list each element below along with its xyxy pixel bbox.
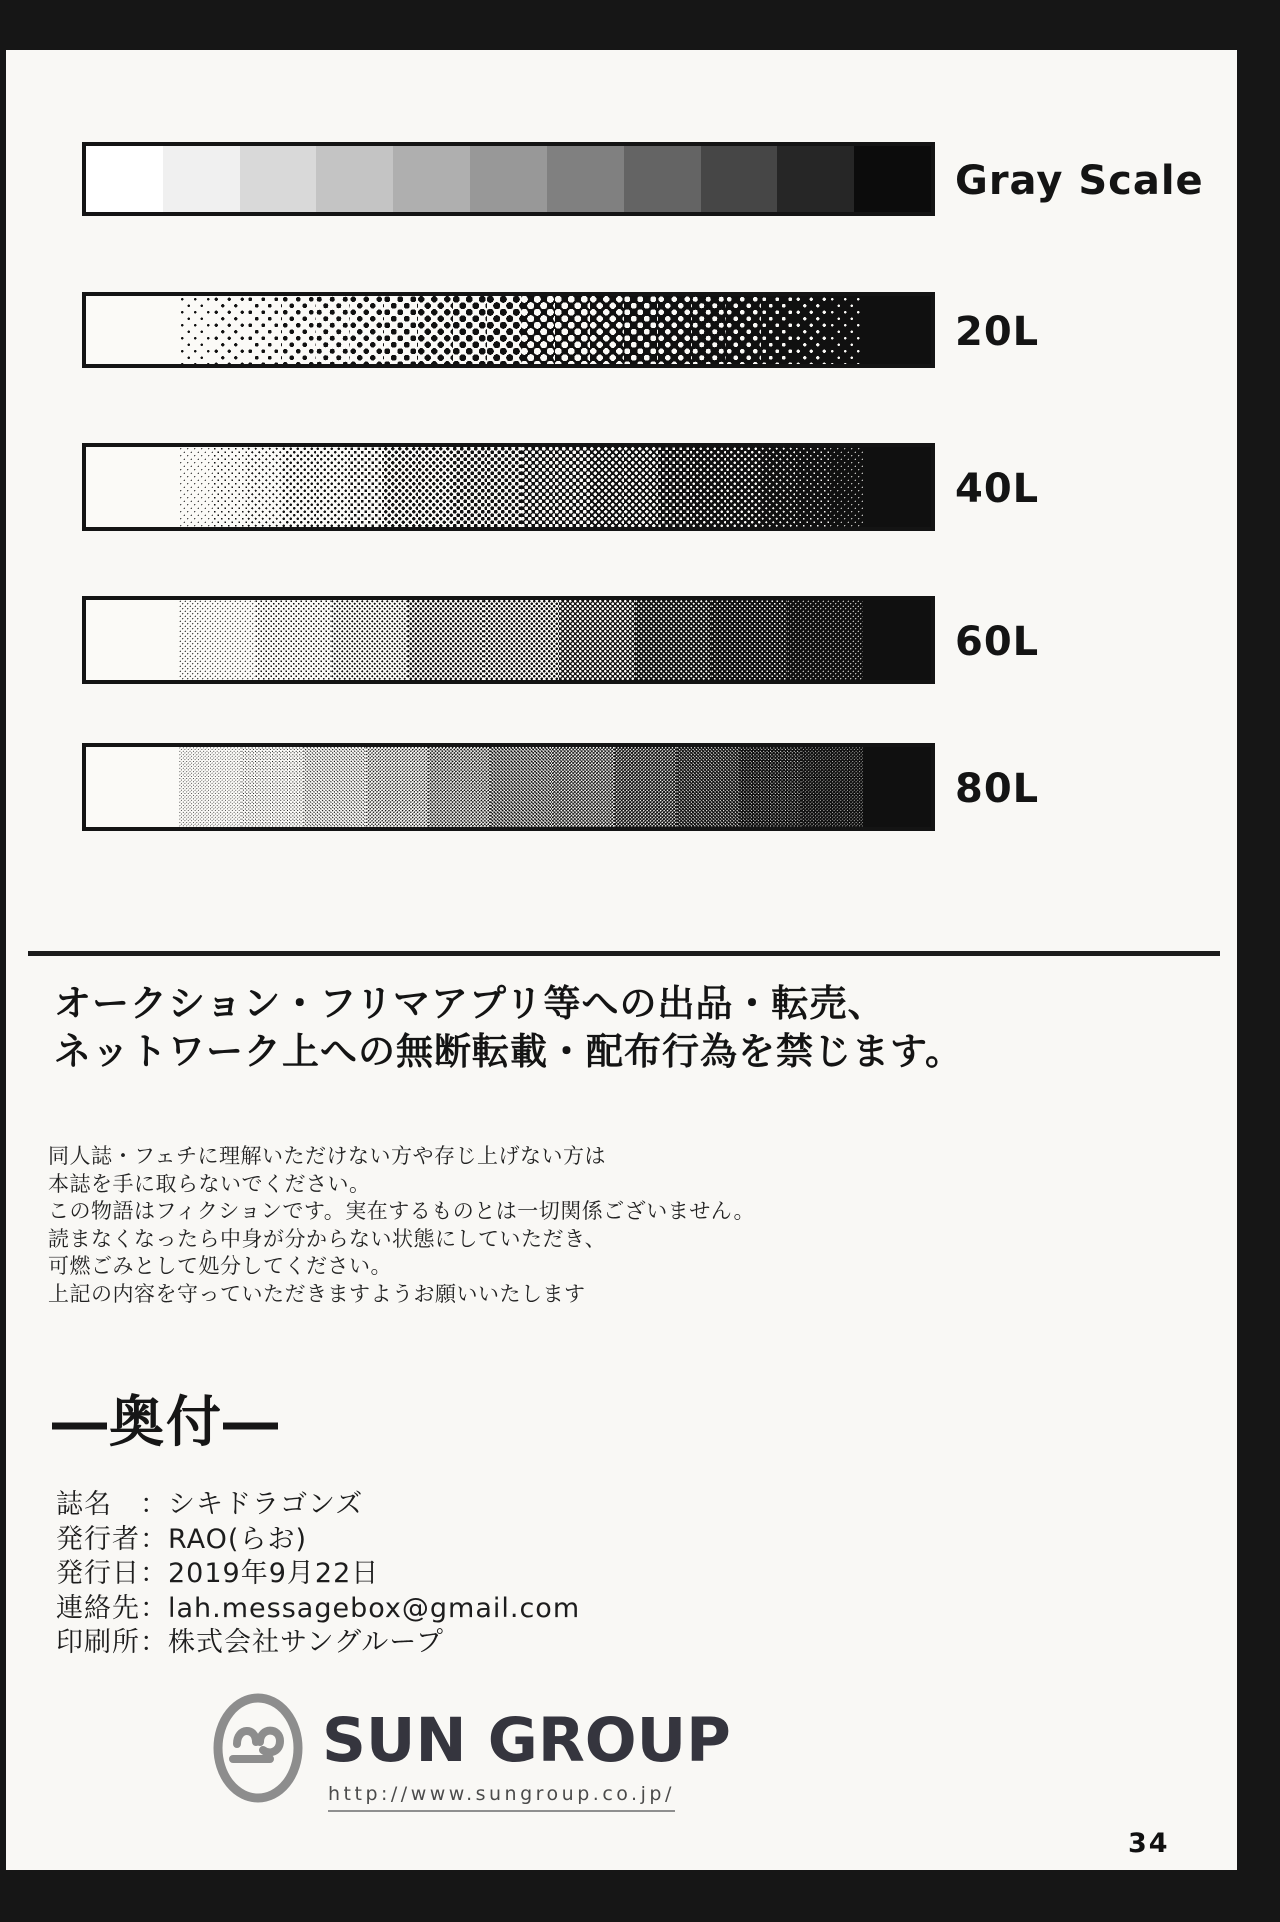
colophon-heading: ―奥付―	[52, 1390, 281, 1454]
bar-segment	[547, 146, 624, 212]
colophon-printer-line: 印刷所：株式会社サングループ	[56, 1627, 444, 1659]
halftone-40l-label: 40L	[955, 466, 1040, 512]
bar-segment	[316, 296, 350, 364]
bar-segment	[863, 600, 931, 680]
bar-segment	[213, 296, 247, 364]
bar-segment	[555, 296, 589, 364]
gray-scale-label: Gray Scale	[955, 158, 1204, 204]
colophon-publisher-line: 発行者：RAO(らお)	[56, 1523, 307, 1555]
bar-segment	[635, 600, 711, 680]
divider-rule	[28, 951, 1220, 956]
prohibition-headline-line2: ネットワーク上への無断転載・配布行為を禁じます。	[54, 1030, 964, 1073]
bar-segment	[86, 146, 163, 212]
bar-segment	[316, 146, 393, 212]
bar-segment	[801, 747, 863, 827]
bar-segment	[761, 296, 795, 364]
gray-scale-strip	[82, 142, 935, 216]
reader-notice-line1: 同人誌・フェチに理解いただけない方や存じ上げない方は	[48, 1144, 606, 1168]
bar-segment	[303, 747, 365, 827]
bar-segment	[418, 296, 452, 364]
prohibition-headline-line1: オークション・フリマアプリ等への出品・転売、	[54, 982, 886, 1025]
bar-segment	[863, 447, 931, 527]
reader-notice-line5: 可燃ごみとして処分してください。	[48, 1254, 392, 1279]
bar-segment	[453, 296, 487, 364]
reader-notice-line4: 読まなくなったら中身が分からない状態にしていただき、	[48, 1226, 607, 1251]
reader-notice-line6: 上記の内容を守っていただきますようお願いいたします	[48, 1281, 586, 1306]
bar-segment	[247, 296, 281, 364]
reader-notice-line3: この物語はフィクションです。実在するものとは一切関係ございません。	[48, 1199, 755, 1224]
page-number: 34	[1128, 1828, 1170, 1859]
bar-segment	[331, 600, 407, 680]
bar-segment	[384, 447, 418, 527]
colophon-date-line: 発行日：2019年9月22日	[56, 1558, 380, 1590]
halftone-20l-strip	[82, 292, 935, 368]
bar-segment	[470, 146, 547, 212]
bar-segment	[241, 747, 303, 827]
bar-segment	[711, 600, 787, 680]
bar-segment	[213, 447, 247, 527]
bar-segment	[552, 747, 614, 827]
bar-segment	[692, 296, 726, 364]
colophon-page	[6, 50, 1237, 1870]
halftone-40l-strip	[82, 443, 935, 531]
bar-segment	[795, 296, 829, 364]
bar-segment	[521, 447, 555, 527]
bar-segment	[487, 296, 521, 364]
bar-segment	[240, 146, 317, 212]
bar-segment	[559, 600, 635, 680]
bar-segment	[692, 447, 726, 527]
bar-segment	[761, 447, 795, 527]
reader-notice	[48, 1143, 755, 1309]
colophon-contact-line: 連絡先：lah.messagebox@gmail.com	[56, 1592, 581, 1624]
bar-segment	[86, 747, 179, 827]
sun-group-url: http://www.sungroup.co.jp/	[328, 1783, 675, 1812]
bar-segment	[86, 600, 179, 680]
bar-segment	[726, 447, 760, 527]
bar-segment	[282, 296, 316, 364]
halftone-60l-label: 60L	[955, 619, 1040, 665]
bar-segment	[179, 600, 255, 680]
bar-segment	[658, 296, 692, 364]
bar-segment	[428, 747, 490, 827]
bar-segment	[247, 447, 281, 527]
bar-segment	[179, 747, 241, 827]
bar-segment	[521, 296, 555, 364]
bar-segment	[739, 747, 801, 827]
bar-segment	[418, 447, 452, 527]
bar-segment	[384, 296, 418, 364]
bar-segment	[407, 600, 483, 680]
bar-segment	[854, 146, 931, 212]
bar-segment	[487, 447, 521, 527]
bar-segment	[863, 296, 931, 364]
bar-segment	[86, 447, 179, 527]
bar-segment	[350, 296, 384, 364]
bar-segment	[614, 747, 676, 827]
bar-segment	[179, 447, 213, 527]
bar-segment	[677, 747, 739, 827]
bar-segment	[829, 296, 863, 364]
colophon-details	[56, 1488, 580, 1661]
bar-segment	[86, 296, 179, 364]
halftone-20l-label: 20L	[955, 309, 1040, 355]
bar-segment	[624, 146, 701, 212]
bar-segment	[366, 747, 428, 827]
bar-segment	[590, 296, 624, 364]
bar-segment	[777, 146, 854, 212]
halftone-80l-label: 80L	[955, 766, 1040, 812]
bar-segment	[624, 447, 658, 527]
bar-segment	[624, 296, 658, 364]
sun-group-wordmark: SUN GROUP	[322, 1705, 731, 1776]
bar-segment	[658, 447, 692, 527]
bar-segment	[393, 146, 470, 212]
bar-segment	[795, 447, 829, 527]
bar-segment	[490, 747, 552, 827]
bar-segment	[787, 600, 863, 680]
bar-segment	[453, 447, 487, 527]
reader-notice-line2: 本誌を手に取らないでください。	[48, 1171, 371, 1196]
bar-segment	[590, 447, 624, 527]
colophon-title-line: 誌名 ：シキドラゴンズ	[56, 1489, 364, 1520]
bar-segment	[829, 447, 863, 527]
halftone-60l-strip	[82, 596, 935, 684]
sun-group-logo-icon	[212, 1692, 304, 1808]
bar-segment	[179, 296, 213, 364]
bar-segment	[163, 146, 240, 212]
bar-segment	[555, 447, 589, 527]
bar-segment	[863, 747, 931, 827]
prohibition-headline	[54, 980, 963, 1076]
bar-segment	[726, 296, 760, 364]
bar-segment	[316, 447, 350, 527]
bar-segment	[255, 600, 331, 680]
bar-segment	[282, 447, 316, 527]
bar-segment	[483, 600, 559, 680]
bar-segment	[350, 447, 384, 527]
halftone-80l-strip	[82, 743, 935, 831]
bar-segment	[701, 146, 778, 212]
